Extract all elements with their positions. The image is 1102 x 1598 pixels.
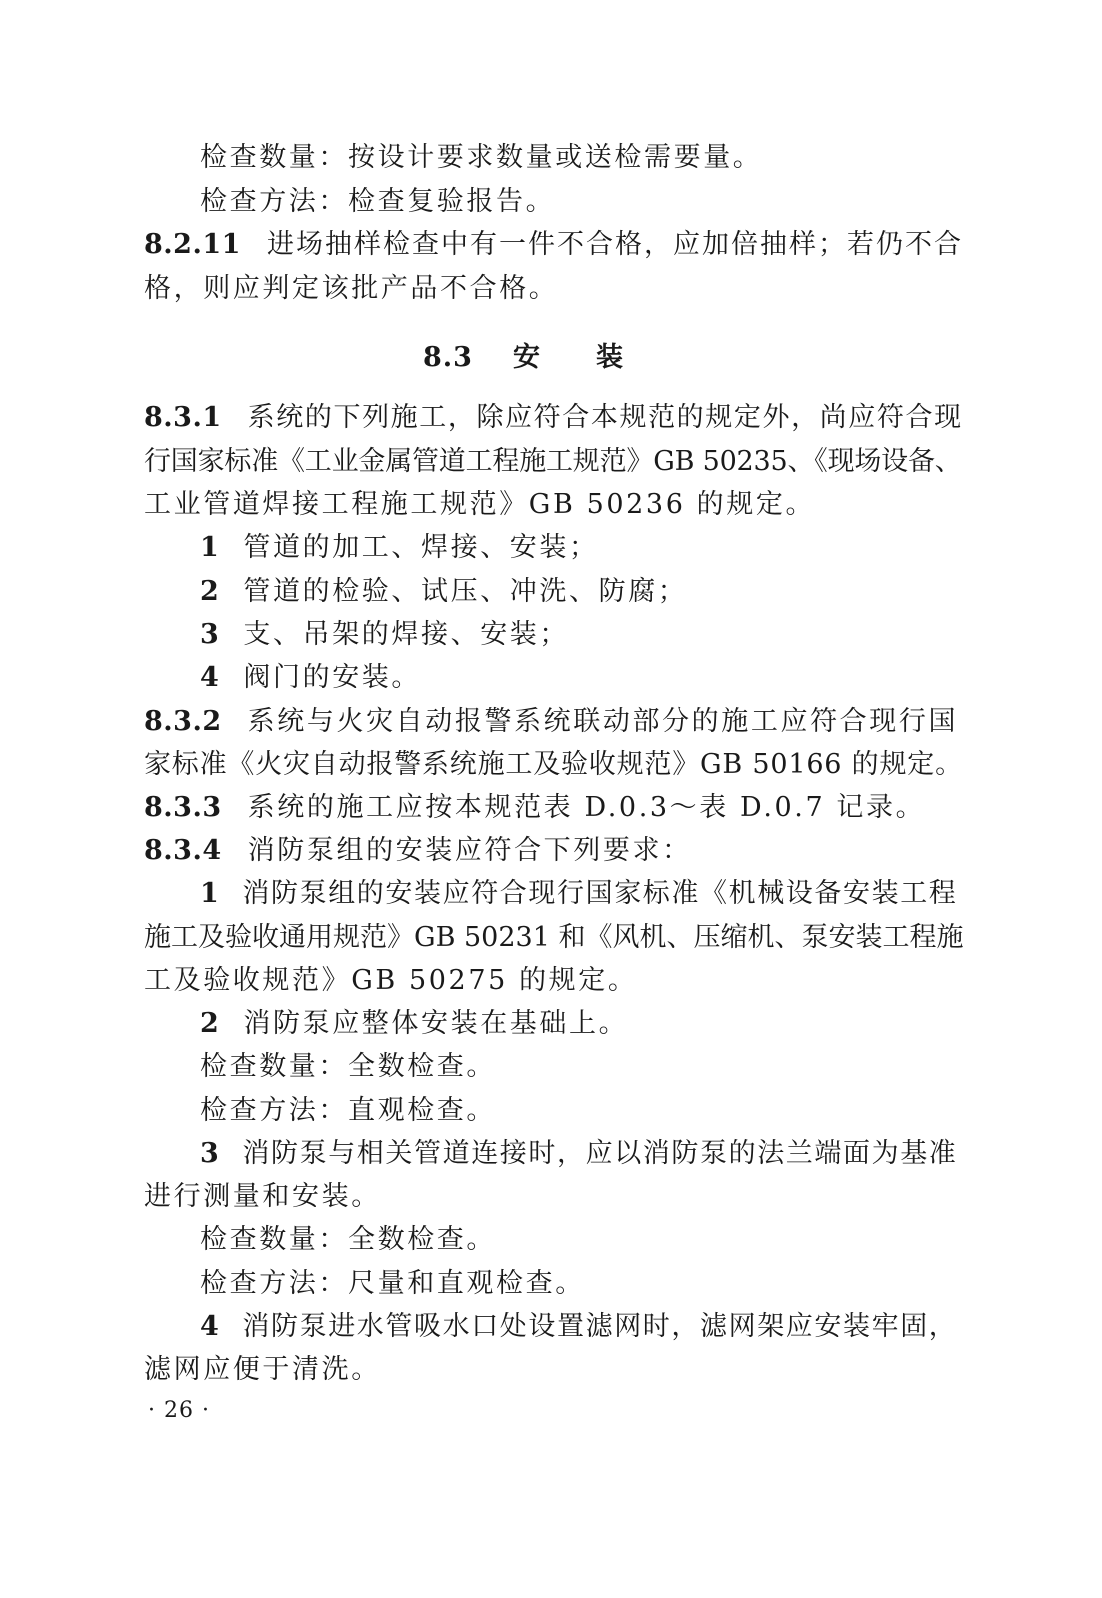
- paragraph-line: 检查数量：按设计要求数量或送检需要量。: [200, 142, 763, 173]
- section-title: 安装: [512, 342, 679, 373]
- clause-8-3-1: 8.3.1 系统的下列施工，除应符合本规范的规定外，尚应符合现: [144, 402, 963, 433]
- paragraph-line: 施工及验收通用规范》GB 50231 和《风机、压缩机、泵安装工程施: [144, 922, 964, 953]
- clause-number: 8.3.1: [144, 402, 222, 433]
- clause-8-3-3: 8.3.3 系统的施工应按本规范表 D.0.3～表 D.0.7 记录。: [144, 792, 926, 823]
- clause-8-3-4: 8.3.4 消防泵组的安装应符合下列要求：: [144, 835, 692, 866]
- clause-8-3-2: 8.3.2 系统与火灾自动报警系统联动部分的施工应符合现行国: [144, 706, 959, 737]
- section-number: 8.3: [423, 342, 473, 373]
- list-item: 3 支、吊架的焊接、安装；: [200, 619, 569, 650]
- paragraph-line: 检查方法：直观检查。: [200, 1095, 496, 1126]
- paragraph-line: 工及验收规范》GB 50275 的规定。: [144, 965, 638, 996]
- paragraph-line: 检查数量：全数检查。: [200, 1224, 496, 1255]
- clause-number: 8.3.3: [144, 792, 222, 823]
- paragraph-line: 检查方法：检查复验报告。: [200, 186, 556, 217]
- list-item: 1 消防泵组的安装应符合现行国家标准《机械设备安装工程: [200, 878, 958, 909]
- paragraph-line: 家标准《火灾自动报警系统施工及验收规范》GB 50166 的规定。: [144, 749, 963, 780]
- list-item: 1 管道的加工、焊接、安装；: [200, 532, 599, 563]
- clause-number: 8.3.4: [144, 835, 222, 866]
- list-item: 2 管道的检验、试压、冲洗、防腐；: [200, 576, 688, 607]
- paragraph-line: 进行测量和安装。: [144, 1181, 381, 1212]
- paragraph-line: 检查方法：尺量和直观检查。: [200, 1268, 585, 1299]
- paragraph-line: 检查数量：全数检查。: [200, 1051, 496, 1082]
- clause-number: 8.3.2: [144, 706, 222, 737]
- paragraph-line: 行国家标准《工业金属管道工程施工规范》GB 50235、《现场设备、: [144, 446, 962, 477]
- paragraph-line: 工业管道焊接工程施工规范》GB 50236 的规定。: [144, 489, 816, 520]
- section-heading: [0, 340, 1102, 376]
- page-number: · 26 ·: [148, 1398, 210, 1423]
- clause-8-2-11: 8.2.11 进场抽样检查中有一件不合格，应加倍抽样；若仍不合: [144, 229, 963, 260]
- list-item: 2 消防泵应整体安装在基础上。: [200, 1008, 629, 1039]
- paragraph-line: 滤网应便于清洗。: [144, 1354, 381, 1385]
- list-item: 3 消防泵与相关管道连接时，应以消防泵的法兰端面为基准: [200, 1138, 958, 1169]
- list-item: 4 消防泵进水管吸水口处设置滤网时，滤网架应安装牢固，: [200, 1311, 958, 1342]
- clause-number: 8.2.11: [144, 229, 241, 260]
- paragraph-line: 格，则应判定该批产品不合格。: [144, 273, 559, 304]
- list-item: 4 阀门的安装。: [200, 662, 421, 693]
